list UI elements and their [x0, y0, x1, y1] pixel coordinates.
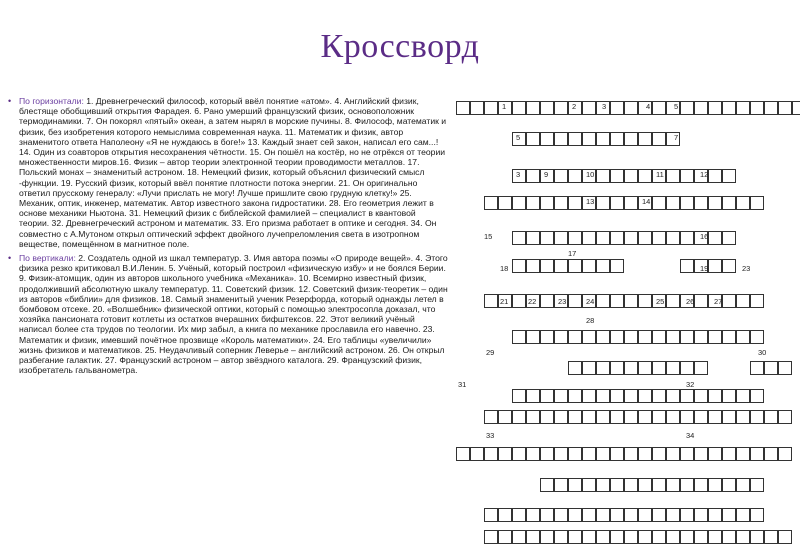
grid-cell[interactable]: [568, 294, 582, 308]
grid-cell[interactable]: [596, 132, 610, 146]
grid-cell[interactable]: [708, 447, 722, 461]
grid-cell[interactable]: [610, 169, 624, 183]
grid-cell[interactable]: [736, 101, 750, 115]
grid-cell[interactable]: [568, 132, 582, 146]
grid-cell[interactable]: [582, 447, 596, 461]
grid-cell[interactable]: [680, 231, 694, 245]
grid-cell[interactable]: [596, 231, 610, 245]
grid-number: 12: [700, 170, 709, 179]
grid-cell[interactable]: [666, 478, 680, 492]
grid-cell[interactable]: [652, 508, 666, 522]
grid-cell[interactable]: [526, 389, 540, 403]
grid-cell[interactable]: [512, 259, 526, 273]
vertical-text: 2. Создатель одной из шкал температур. 3. Имя автора поэмы «О природе вещей». 4. Этого физика резко критиковал В.И.Ленин. 5. Учёный, который построил «физическую избу» и не боялся Берии. 9. Физик-атомщик, один из авторов школьного учебника «Механика». 10. Всемирно известный физик, продолживший абсолютную шкалу температур. 11. Советский физик. 12. Советский физик-теоретик – один из авторов «библии» для физиков. 18. Самый знаменитый ученик Резерфорда, который однажды летел в бомбовом отсеке. 20. «Волшебник» физической оптики, который с помощью электросопла доказал, что хозяйка пансионата готовит котлеты из остатков вчерашних бифштексов. 22. Этот великий учёный написал более ста трудов по теологии. Их мир забыл, а книга по механике прославила его навечно. 23. Математик и физик, имевший почётное прозвище «Король математики». 24. Его таблицы «увеличили» жизнь физиков и математиков. 25. Неудачливый соперник Леверье – английский астроном. 26. Он открыл разбегание галактик. 27. Французский астроном – автор звёздного каталога. 29. Французский физик, изобретатель гальванометра.: [19, 253, 448, 376]
grid-cell[interactable]: [624, 361, 638, 375]
grid-cell[interactable]: [708, 530, 722, 544]
grid-cell[interactable]: [652, 132, 666, 146]
grid-cell[interactable]: [540, 478, 554, 492]
grid-cell[interactable]: [540, 101, 554, 115]
grid-cell[interactable]: [540, 508, 554, 522]
grid-cell[interactable]: [554, 132, 568, 146]
grid-cell[interactable]: [568, 361, 582, 375]
grid-cell[interactable]: [778, 361, 792, 375]
grid-cell[interactable]: [554, 478, 568, 492]
grid-number: 17: [568, 249, 577, 258]
grid-cell[interactable]: [680, 478, 694, 492]
horizontal-text: 1. Древнегреческий философ, который ввёл понятие «атом». 4. Английский физик, блестяще обобщивший открытия Фарадея. 6. Рано умерший французский физик, основоположник термодинамики. 7. Он покорял «пятый» океан, а затем нырял в морские пучины. 8. Философ, математик и физик, без изобретения которого немыслима современная наука. 11. Математик и физик, автор знаменитого ответа Наполеону «Я не нуждаюсь в боге!» 13. Каждый знает сей закон, написал его сам...! 14. Один из соавторов открытия несохранения чётности. 15. Он пошёл на костёр, но не отрёкся от теории множественности миров.16. Физик – автор теории электронной теории проводимости металлов. 17. Польский монах – знаменитый астроном. 18. Немецкий физик, который объяснил физический смысл -функции. 19. Русский физик, который ввёл понятие плотности потока энергии. 21. Он оригинально ответил прусскому генералу: «Лучи прислать не могу! Лучше пришлите свою грудную клетку!» 25. Механик, оптик, инженер, математик. Автор известного закона гидростатики. 28. Его геометрия лежит в основе механики Ньютона. 31. Немецкий физик с библейской фамилией – специалист в квантовой теории. 32. Древнегреческий астроном и математик. 33. Его призма работает в оптике и сегодня. 34. Он совместно с А.Мутоном открыл оптический эффект двойного лучепреломления света в изотропном веществе, помещённом в магнитное поле.: [19, 96, 447, 249]
grid-cell[interactable]: [750, 330, 764, 344]
grid-cell[interactable]: [554, 330, 568, 344]
grid-cell[interactable]: [498, 508, 512, 522]
grid-cell[interactable]: [624, 389, 638, 403]
grid-cell[interactable]: [526, 231, 540, 245]
grid-cell[interactable]: [624, 508, 638, 522]
grid-cell[interactable]: [764, 101, 778, 115]
grid-cell[interactable]: [638, 231, 652, 245]
grid-number: 25: [656, 297, 665, 306]
grid-cell[interactable]: [624, 410, 638, 424]
vertical-heading: По вертикали:: [19, 253, 79, 264]
grid-cell[interactable]: [778, 101, 792, 115]
grid-cell[interactable]: [540, 530, 554, 544]
grid-number: 9: [544, 170, 549, 179]
grid-cell[interactable]: [610, 294, 624, 308]
grid-number: 23: [742, 264, 751, 273]
grid-cell[interactable]: [484, 410, 498, 424]
grid-cell[interactable]: [540, 294, 554, 308]
grid-cell[interactable]: [568, 478, 582, 492]
grid-cell[interactable]: [750, 101, 764, 115]
grid-cell[interactable]: [680, 259, 694, 273]
grid-cell[interactable]: [652, 101, 666, 115]
grid-cell[interactable]: [694, 389, 708, 403]
grid-cell[interactable]: [680, 508, 694, 522]
grid-cell[interactable]: [652, 389, 666, 403]
grid-cell[interactable]: [694, 447, 708, 461]
grid-cell[interactable]: [736, 478, 750, 492]
grid-cell[interactable]: [526, 410, 540, 424]
grid-cell[interactable]: [624, 294, 638, 308]
bullet-icon: •: [8, 253, 12, 264]
grid-cell[interactable]: [624, 447, 638, 461]
grid-cell[interactable]: [498, 447, 512, 461]
grid-cell[interactable]: [610, 132, 624, 146]
grid-cell[interactable]: [680, 101, 694, 115]
grid-cell[interactable]: [456, 101, 470, 115]
grid-number: 15: [484, 232, 493, 241]
grid-cell[interactable]: [750, 410, 764, 424]
grid-cell[interactable]: [540, 389, 554, 403]
grid-cell[interactable]: [582, 330, 596, 344]
grid-number: 5: [516, 133, 521, 142]
grid-cell[interactable]: [540, 330, 554, 344]
grid-cell[interactable]: [722, 101, 736, 115]
grid-cell[interactable]: [750, 478, 764, 492]
grid-cell[interactable]: [554, 196, 568, 210]
grid-cell[interactable]: [582, 530, 596, 544]
grid-cell[interactable]: [708, 231, 722, 245]
grid-number: 14: [642, 197, 651, 206]
grid-cell[interactable]: [638, 530, 652, 544]
grid-cell[interactable]: [652, 231, 666, 245]
grid-cell[interactable]: [568, 259, 582, 273]
grid-cell[interactable]: [470, 447, 484, 461]
grid-cell[interactable]: [680, 410, 694, 424]
page-title: Кроссворд: [320, 28, 480, 65]
grid-cell[interactable]: [540, 410, 554, 424]
grid-cell[interactable]: [750, 196, 764, 210]
grid-cell[interactable]: [456, 447, 470, 461]
grid-number: 34: [686, 431, 695, 440]
grid-cell[interactable]: [512, 196, 526, 210]
grid-cell[interactable]: [638, 294, 652, 308]
grid-cell[interactable]: [680, 361, 694, 375]
grid-cell[interactable]: [512, 389, 526, 403]
grid-cell[interactable]: [554, 101, 568, 115]
grid-cell[interactable]: [750, 294, 764, 308]
grid-cell[interactable]: [624, 330, 638, 344]
grid-cell[interactable]: [610, 259, 624, 273]
grid-cell[interactable]: [596, 196, 610, 210]
grid-cell[interactable]: [582, 132, 596, 146]
grid-cell[interactable]: [736, 330, 750, 344]
grid-cell[interactable]: [540, 259, 554, 273]
grid-cell[interactable]: [596, 294, 610, 308]
grid-cell[interactable]: [764, 410, 778, 424]
grid-cell[interactable]: [708, 330, 722, 344]
grid-cell[interactable]: [624, 101, 638, 115]
grid-cell[interactable]: [596, 478, 610, 492]
grid-cell[interactable]: [568, 530, 582, 544]
grid-cell[interactable]: [554, 508, 568, 522]
grid-cell[interactable]: [638, 389, 652, 403]
grid-cell[interactable]: [512, 410, 526, 424]
grid-cell[interactable]: [680, 169, 694, 183]
grid-cell[interactable]: [736, 508, 750, 522]
grid-cell[interactable]: [680, 330, 694, 344]
grid-cell[interactable]: [666, 294, 680, 308]
grid-number: 3: [516, 170, 521, 179]
grid-number: 18: [500, 264, 509, 273]
grid-cell[interactable]: [512, 447, 526, 461]
grid-cell[interactable]: [526, 530, 540, 544]
grid-cell[interactable]: [694, 478, 708, 492]
grid-number: 3: [602, 102, 607, 111]
grid-cell[interactable]: [722, 196, 736, 210]
grid-cell[interactable]: [722, 259, 736, 273]
grid-cell[interactable]: [582, 101, 596, 115]
grid-cell[interactable]: [498, 196, 512, 210]
grid-cell[interactable]: [554, 169, 568, 183]
grid-number: 29: [486, 348, 495, 357]
grid-cell[interactable]: [512, 530, 526, 544]
grid-cell[interactable]: [666, 361, 680, 375]
grid-cell[interactable]: [694, 410, 708, 424]
grid-cell[interactable]: [708, 508, 722, 522]
grid-cell[interactable]: [610, 389, 624, 403]
grid-cell[interactable]: [582, 259, 596, 273]
grid-number: 31: [458, 380, 467, 389]
grid-number: 28: [586, 316, 595, 325]
grid-cell[interactable]: [512, 330, 526, 344]
grid-cell[interactable]: [526, 508, 540, 522]
grid-cell[interactable]: [554, 530, 568, 544]
grid-cell[interactable]: [722, 447, 736, 461]
grid-cell[interactable]: [722, 478, 736, 492]
grid-cell[interactable]: [596, 508, 610, 522]
horizontal-heading: По горизонтали:: [19, 96, 87, 106]
grid-cell[interactable]: [666, 410, 680, 424]
grid-cell[interactable]: [526, 101, 540, 115]
grid-cell[interactable]: [526, 259, 540, 273]
grid-cell[interactable]: [526, 196, 540, 210]
grid-cell[interactable]: [540, 196, 554, 210]
grid-cell[interactable]: [680, 389, 694, 403]
grid-cell[interactable]: [512, 508, 526, 522]
grid-cell[interactable]: [638, 132, 652, 146]
grid-cell[interactable]: [610, 330, 624, 344]
grid-cell[interactable]: [722, 169, 736, 183]
grid-cell[interactable]: [596, 361, 610, 375]
grid-cell[interactable]: [554, 231, 568, 245]
grid-number: 22: [528, 297, 537, 306]
grid-cell[interactable]: [540, 447, 554, 461]
grid-cell[interactable]: [610, 508, 624, 522]
grid-cell[interactable]: [722, 294, 736, 308]
grid-cell[interactable]: [610, 101, 624, 115]
grid-number: 26: [686, 297, 695, 306]
grid-cell[interactable]: [568, 508, 582, 522]
grid-number: 13: [586, 197, 595, 206]
grid-cell[interactable]: [512, 101, 526, 115]
grid-number: 16: [700, 232, 709, 241]
grid-cell[interactable]: [750, 447, 764, 461]
grid-number: 24: [586, 297, 595, 306]
grid-cell[interactable]: [666, 530, 680, 544]
grid-cell[interactable]: [526, 447, 540, 461]
grid-cell[interactable]: [624, 169, 638, 183]
grid-cell[interactable]: [708, 169, 722, 183]
grid-cell[interactable]: [722, 231, 736, 245]
grid-cell[interactable]: [666, 447, 680, 461]
grid-cell[interactable]: [582, 389, 596, 403]
grid-cell[interactable]: [652, 196, 666, 210]
grid-cell[interactable]: [736, 196, 750, 210]
grid-cell[interactable]: [708, 410, 722, 424]
grid-number: 1: [502, 102, 507, 111]
grid-cell[interactable]: [568, 330, 582, 344]
grid-cell[interactable]: [596, 410, 610, 424]
grid-cell[interactable]: [638, 330, 652, 344]
grid-cell[interactable]: [638, 410, 652, 424]
grid-cell[interactable]: [484, 196, 498, 210]
grid-cell[interactable]: [582, 478, 596, 492]
grid-cell[interactable]: [764, 530, 778, 544]
grid-cell[interactable]: [652, 530, 666, 544]
grid-cell[interactable]: [666, 389, 680, 403]
grid-cell[interactable]: [652, 478, 666, 492]
grid-number: 32: [686, 380, 695, 389]
grid-cell[interactable]: [582, 410, 596, 424]
grid-cell[interactable]: [526, 330, 540, 344]
grid-cell[interactable]: [694, 294, 708, 308]
grid-cell[interactable]: [610, 361, 624, 375]
grid-cell[interactable]: [596, 447, 610, 461]
grid-cell[interactable]: [526, 169, 540, 183]
grid-cell[interactable]: [764, 447, 778, 461]
grid-cell[interactable]: [596, 389, 610, 403]
grid-number: 2: [572, 102, 577, 111]
grid-cell[interactable]: [596, 169, 610, 183]
grid-cell[interactable]: [554, 410, 568, 424]
grid-number: 10: [586, 170, 595, 179]
grid-cell[interactable]: [568, 410, 582, 424]
grid-cell[interactable]: [610, 447, 624, 461]
grid-cell[interactable]: [638, 447, 652, 461]
grid-cell[interactable]: [610, 530, 624, 544]
grid-cell[interactable]: [694, 196, 708, 210]
grid-cell[interactable]: [624, 132, 638, 146]
grid-cell[interactable]: [680, 196, 694, 210]
grid-cell[interactable]: [638, 508, 652, 522]
grid-cell[interactable]: [722, 410, 736, 424]
grid-cell[interactable]: [708, 196, 722, 210]
grid-cell[interactable]: [582, 231, 596, 245]
grid-cell[interactable]: [792, 101, 800, 115]
grid-cell[interactable]: [694, 330, 708, 344]
grid-cell[interactable]: [554, 259, 568, 273]
grid-cell[interactable]: [694, 530, 708, 544]
grid-cell[interactable]: [694, 101, 708, 115]
grid-cell[interactable]: [778, 410, 792, 424]
grid-cell[interactable]: [484, 294, 498, 308]
grid-number: 27: [714, 297, 723, 306]
grid-cell[interactable]: [624, 530, 638, 544]
grid-cell[interactable]: [708, 389, 722, 403]
grid-cell[interactable]: [764, 361, 778, 375]
grid-cell[interactable]: [610, 231, 624, 245]
grid-cell[interactable]: [624, 231, 638, 245]
grid-cell[interactable]: [750, 530, 764, 544]
grid-cell[interactable]: [750, 508, 764, 522]
grid-cell[interactable]: [680, 447, 694, 461]
grid-cell[interactable]: [582, 508, 596, 522]
grid-cell[interactable]: [736, 410, 750, 424]
grid-cell[interactable]: [512, 231, 526, 245]
grid-number: 23: [558, 297, 567, 306]
bullet-icon: •: [8, 96, 12, 106]
grid-cell[interactable]: [540, 132, 554, 146]
grid-cell[interactable]: [526, 132, 540, 146]
grid-cell[interactable]: [750, 361, 764, 375]
grid-cell[interactable]: [568, 231, 582, 245]
grid-cell[interactable]: [778, 447, 792, 461]
grid-cell[interactable]: [484, 101, 498, 115]
grid-cell[interactable]: [568, 196, 582, 210]
grid-cell[interactable]: [498, 410, 512, 424]
grid-cell[interactable]: [652, 447, 666, 461]
grid-cell[interactable]: [736, 389, 750, 403]
grid-cell[interactable]: [470, 101, 484, 115]
grid-cell[interactable]: [652, 410, 666, 424]
grid-cell[interactable]: [638, 361, 652, 375]
grid-cell[interactable]: [722, 330, 736, 344]
grid-number: 21: [500, 297, 509, 306]
grid-cell[interactable]: [778, 530, 792, 544]
grid-cell[interactable]: [694, 361, 708, 375]
grid-cell[interactable]: [666, 231, 680, 245]
grid-number: 4: [646, 102, 651, 111]
grid-cell[interactable]: [736, 294, 750, 308]
grid-cell[interactable]: [596, 530, 610, 544]
grid-cell[interactable]: [568, 389, 582, 403]
grid-cell[interactable]: [610, 410, 624, 424]
grid-cell[interactable]: [554, 447, 568, 461]
grid-cell[interactable]: [638, 169, 652, 183]
grid-cell[interactable]: [652, 361, 666, 375]
grid-cell[interactable]: [512, 294, 526, 308]
grid-cell[interactable]: [484, 530, 498, 544]
grid-cell[interactable]: [708, 259, 722, 273]
grid-cell[interactable]: [652, 330, 666, 344]
grid-cell[interactable]: [624, 196, 638, 210]
grid-cell[interactable]: [666, 196, 680, 210]
grid-cell[interactable]: [736, 530, 750, 544]
grid-cell[interactable]: [582, 361, 596, 375]
grid-cell[interactable]: [680, 530, 694, 544]
grid-number: 11: [656, 170, 664, 179]
grid-cell[interactable]: [596, 259, 610, 273]
grid-cell[interactable]: [540, 231, 554, 245]
grid-cell[interactable]: [708, 101, 722, 115]
grid-cell[interactable]: [722, 508, 736, 522]
grid-cell[interactable]: [694, 508, 708, 522]
grid-cell[interactable]: [722, 389, 736, 403]
grid-cell[interactable]: [638, 478, 652, 492]
grid-cell[interactable]: [736, 447, 750, 461]
grid-cell[interactable]: [610, 478, 624, 492]
grid-number: 7: [674, 133, 679, 142]
grid-cell[interactable]: [722, 530, 736, 544]
grid-number: 19: [700, 264, 709, 273]
grid-cell[interactable]: [624, 478, 638, 492]
grid-cell[interactable]: [708, 478, 722, 492]
grid-cell[interactable]: [568, 169, 582, 183]
grid-cell[interactable]: [666, 330, 680, 344]
grid-cell[interactable]: [610, 196, 624, 210]
grid-cell[interactable]: [554, 389, 568, 403]
grid-cell[interactable]: [568, 447, 582, 461]
grid-cell[interactable]: [484, 508, 498, 522]
grid-cell[interactable]: [750, 389, 764, 403]
grid-number: 33: [486, 431, 495, 440]
grid-cell[interactable]: [666, 508, 680, 522]
grid-cell[interactable]: [484, 447, 498, 461]
grid-number: 5: [674, 102, 679, 111]
grid-cell[interactable]: [596, 330, 610, 344]
grid-cell[interactable]: [666, 169, 680, 183]
grid-number: 30: [758, 348, 767, 357]
grid-cell[interactable]: [498, 530, 512, 544]
